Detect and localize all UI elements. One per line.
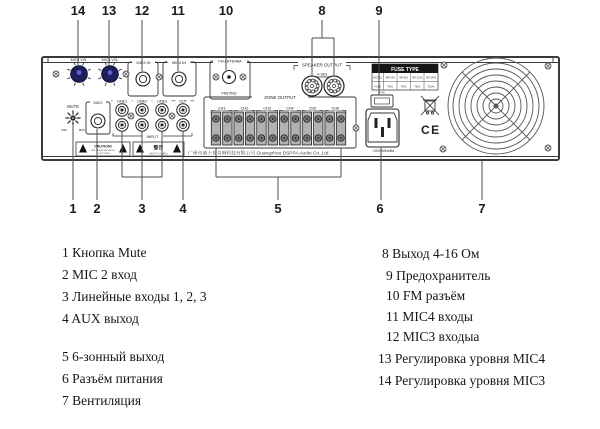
out-label: OUT xyxy=(178,99,188,104)
callout-number: 6 xyxy=(376,201,384,216)
connector-hole xyxy=(327,86,330,89)
caution-line1: RISK OF ELECTRIC SHOCK xyxy=(91,150,115,152)
connector-hole xyxy=(311,79,314,82)
terminal-screw-icon xyxy=(226,137,228,139)
legend-item: 5 6-зонный выход xyxy=(62,349,165,364)
mute-max-label: MAX xyxy=(78,128,86,132)
fuse-table-cell: MP-1010 xyxy=(412,76,423,80)
mic4-vol-label: MIC4 VOL xyxy=(101,58,119,62)
connector-hole xyxy=(327,83,330,86)
company-name: 广州市迪士普音响科技有限公司 Guangzhou DSPPA Audio Co.,Ltd. xyxy=(188,151,330,157)
channel-label: CH1 xyxy=(217,106,226,111)
legend-item: 6 Разъём питания xyxy=(62,371,163,386)
fuse-table-title: FUSE TYPE xyxy=(391,66,419,73)
connector-hole xyxy=(333,90,336,93)
connector-hole xyxy=(333,85,336,88)
terminal-screw-icon xyxy=(215,137,217,139)
speaker-output-label: SPEAKER OUTPUT xyxy=(301,62,343,68)
fm-connector-pin xyxy=(227,75,231,79)
connector-hole xyxy=(308,89,311,92)
fuse-table-cell: MP-240 xyxy=(385,76,395,80)
legend-item: 13 Регулировка уровня MIC4 xyxy=(378,351,546,366)
connector-hole xyxy=(316,85,319,88)
callout-number: 9 xyxy=(375,3,383,18)
terminal-screw-icon xyxy=(317,137,319,139)
terminal-screw-icon xyxy=(283,137,285,139)
legend-item: 3 Линейные входы 1, 2, 3 xyxy=(62,289,207,304)
terminal-screw-icon xyxy=(215,118,217,120)
connector-hole xyxy=(338,85,341,88)
channel-label: CH3 xyxy=(263,106,271,111)
terminal-screw-icon xyxy=(283,118,285,120)
terminal-screw-icon xyxy=(295,137,297,139)
callout-number: 8 xyxy=(318,3,326,18)
connector-hole xyxy=(330,89,333,92)
fuse-table-cell: T8AL xyxy=(414,85,421,89)
mute-min-label: MIN xyxy=(61,128,67,132)
callout-number: 14 xyxy=(70,3,86,18)
callout-number: 10 xyxy=(218,3,234,18)
channel-label: CH6 xyxy=(331,106,340,111)
inlet-pin-slot xyxy=(388,118,391,128)
terminal-screw-icon xyxy=(238,118,240,120)
rca-jack xyxy=(161,109,164,112)
callout-number: 7 xyxy=(478,201,486,216)
mic2-label: MIC2 xyxy=(93,101,103,105)
terminal-screw-icon xyxy=(249,118,251,120)
callout-number: 4 xyxy=(179,201,187,216)
channel-label: CH5 xyxy=(308,106,317,111)
terminal-screw-icon xyxy=(329,118,331,120)
zone-output-label: ZONE OUTPUT xyxy=(264,95,296,100)
mic4-in-label: MIC4 IN xyxy=(172,61,186,65)
fuse-table-cell: FUSE xyxy=(374,85,382,89)
ce-mark: CE xyxy=(421,123,441,137)
impedance-label: 4-16Ω xyxy=(316,72,328,77)
knob-highlight xyxy=(77,70,82,75)
mic3-vol-label: MIC3 VOL xyxy=(70,58,88,62)
inlet-pin-slot xyxy=(381,127,384,137)
rca-jack xyxy=(141,124,144,127)
legend-item: 2 MIC 2 вход xyxy=(62,267,137,282)
rca-jack xyxy=(182,109,185,112)
channel-label: CH2 xyxy=(240,106,249,111)
fm-antenna-label: FM ANTENNA xyxy=(218,59,242,64)
connector-hole xyxy=(308,80,311,83)
jack-inner xyxy=(175,75,182,82)
line1-label: LINE1 xyxy=(116,99,128,104)
legend-item: 11 MIC4 входы xyxy=(386,309,473,324)
fuse-table-cell: T5AL xyxy=(400,85,407,89)
terminal-screw-icon xyxy=(272,137,274,139)
callout-number: 1 xyxy=(69,201,77,216)
connector-hole xyxy=(305,86,308,89)
fuse-table-cell: MODEL xyxy=(373,76,383,80)
callout-number: 12 xyxy=(134,3,150,18)
terminal-screw-icon xyxy=(261,118,263,120)
caution-line2: DO NOT OPEN xyxy=(96,152,110,155)
rca-jack xyxy=(141,109,144,112)
warning-cn-title: 警告 xyxy=(153,145,164,152)
terminal-screw-icon xyxy=(272,118,274,120)
inlet-pin-slot xyxy=(375,118,378,128)
legend-item: 4 AUX выход xyxy=(62,311,139,326)
rca-jack xyxy=(121,124,124,127)
knob-highlight xyxy=(108,70,113,75)
fm-freq-label: FM(75Ω) xyxy=(221,91,237,96)
connector-hole xyxy=(333,79,336,82)
connector-hole xyxy=(330,80,333,83)
input-group-label: INPUT xyxy=(146,134,159,139)
connector-hole xyxy=(311,85,314,88)
connector-hole xyxy=(311,90,314,93)
line3-label: LINE3 xyxy=(156,99,168,104)
jack-inner xyxy=(139,75,146,82)
connector-hole xyxy=(315,88,318,91)
legend-item: 9 Предохранитель xyxy=(386,268,491,283)
connector-hole xyxy=(337,81,340,84)
terminal-screw-icon xyxy=(306,137,308,139)
legend-item: 1 Кнопка Mute xyxy=(62,245,147,260)
caution-title: CAUTION! xyxy=(94,144,112,149)
terminal-screw-icon xyxy=(329,137,331,139)
legend-item: 14 Регулировка уровня MIC3 xyxy=(378,373,546,388)
callout-number: 13 xyxy=(101,3,117,18)
fuse-table-cell: MP-2425 xyxy=(425,76,437,80)
terminal-screw-icon xyxy=(317,118,319,120)
callout-number: 2 xyxy=(93,201,101,216)
line2-label: LINE2 xyxy=(136,99,148,104)
legend-item: 12 MIC3 входыа xyxy=(386,329,480,344)
terminal-screw-icon xyxy=(295,118,297,120)
legend-item: 8 Выход 4-16 Ом xyxy=(382,246,480,261)
mic3-in-label: MIC3 IN xyxy=(136,61,151,65)
connector-hole xyxy=(305,83,308,86)
fuse-table-cell: MP-610 xyxy=(399,76,409,80)
connector-hole xyxy=(315,81,318,84)
fuse-table-cell: T3AL xyxy=(387,85,394,89)
terminal-screw-icon xyxy=(306,118,308,120)
power-rating-label: ~220V/50Hz/8A xyxy=(371,149,395,153)
fuse-holder-label: F 8A xyxy=(379,91,385,95)
callout-number: 3 xyxy=(138,201,146,216)
fuse-table-cell: T10AL xyxy=(427,85,435,89)
callout-number: 5 xyxy=(274,201,282,216)
terminal-screw-icon xyxy=(226,118,228,120)
callout-number: 11 xyxy=(171,3,185,18)
jack-inner xyxy=(94,117,101,124)
mute-label: MUTE xyxy=(67,104,79,109)
connector-hole xyxy=(337,88,340,91)
terminal-screw-icon xyxy=(340,137,342,139)
legend-item: 10 FM разъём xyxy=(386,288,466,303)
fan-hub xyxy=(494,104,499,109)
channel-label: CH4 xyxy=(286,106,294,111)
rca-jack xyxy=(182,124,185,127)
legend-item: 7 Вентиляция xyxy=(62,393,142,408)
terminal-screw-icon xyxy=(340,118,342,120)
terminal-screw-icon xyxy=(238,137,240,139)
warning-cn-sub: (请勿打开,以免触电) xyxy=(149,153,168,156)
terminal-screw-icon xyxy=(249,137,251,139)
rca-jack xyxy=(161,124,164,127)
terminal-screw-icon xyxy=(261,137,263,139)
rca-jack xyxy=(121,109,124,112)
mute-switch-icon xyxy=(72,117,74,119)
